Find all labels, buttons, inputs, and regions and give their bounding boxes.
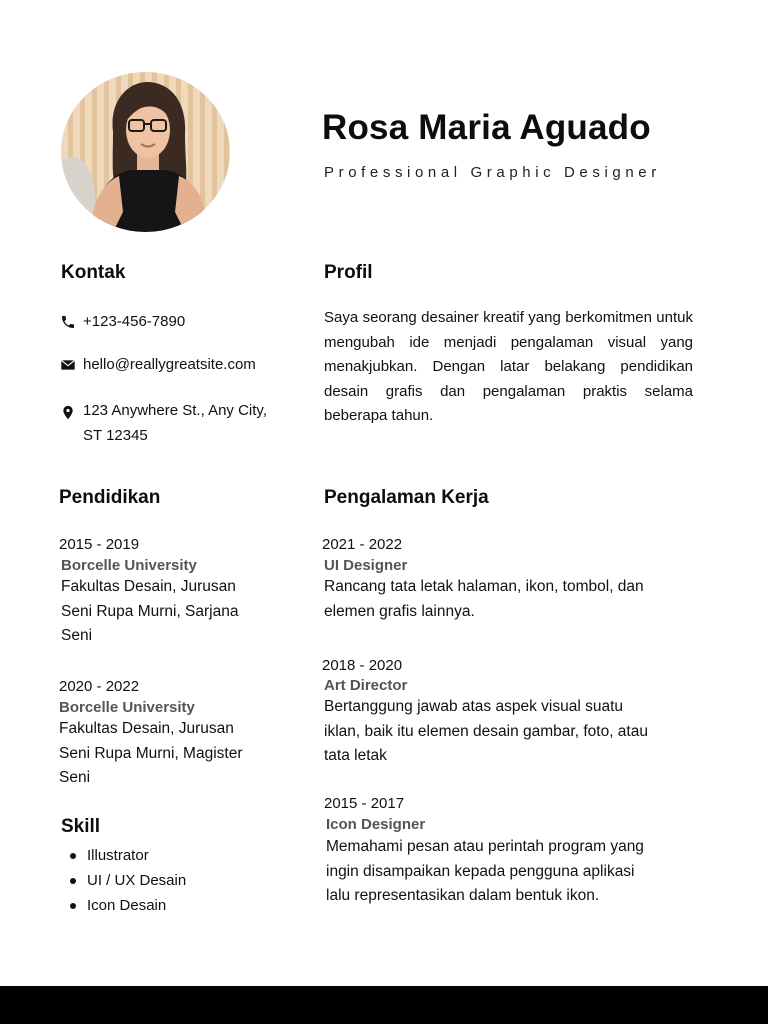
contact-heading: Kontak xyxy=(61,262,126,283)
experience-heading: Pengalaman Kerja xyxy=(324,487,489,508)
experience-line: tata letak xyxy=(324,747,387,764)
experience-item xyxy=(324,795,644,909)
contact-email-row xyxy=(60,355,256,377)
education-line: Fakultas Desain, Jurusan xyxy=(59,720,234,737)
education-item xyxy=(59,678,243,791)
address-line-2: ST 12345 xyxy=(83,427,148,444)
experience-line: lalu representasikan dalam bentuk ikon. xyxy=(326,887,600,904)
contact-phone-row xyxy=(60,312,185,334)
contact-address-row xyxy=(60,401,300,448)
experience-role: Icon Designer xyxy=(326,816,426,833)
profile-photo xyxy=(61,72,230,232)
address xyxy=(83,398,267,448)
skill-item: UI / UX Desain xyxy=(60,868,186,893)
job-title: Professional Graphic Designer xyxy=(324,164,661,181)
experience-item xyxy=(322,657,648,769)
skills-list xyxy=(60,843,186,918)
email-address: hello@reallygreatsite.com xyxy=(83,356,256,373)
phone-icon xyxy=(60,314,76,330)
education-line: Fakultas Desain, Jurusan xyxy=(61,578,236,595)
experience-description xyxy=(326,835,644,909)
profile-heading: Profil xyxy=(324,262,373,283)
education-institution: Borcelle University xyxy=(59,699,195,716)
skills-heading: Skill xyxy=(61,816,101,837)
mail-icon xyxy=(60,357,76,373)
experience-item xyxy=(322,536,644,624)
location-pin-icon xyxy=(60,403,76,422)
portrait-illustration xyxy=(61,72,230,232)
education-line: Seni xyxy=(61,627,93,644)
address-line-1: 123 Anywhere St., Any City, xyxy=(83,402,267,419)
education-item xyxy=(59,536,239,649)
person-name: Rosa Maria Aguado xyxy=(322,108,651,147)
experience-years: 2018 - 2020 xyxy=(322,657,403,674)
experience-line: Rancang tata letak halaman, ikon, tombol, dan xyxy=(324,578,644,595)
experience-line: elemen grafis lainnya. xyxy=(324,602,475,620)
education-line: Seni Rupa Murni, Magister xyxy=(59,744,243,762)
footer-bar xyxy=(0,986,768,1024)
education-line: Seni Rupa Murni, Sarjana xyxy=(61,602,239,620)
experience-years: 2021 - 2022 xyxy=(322,536,403,553)
phone-number: +123-456-7890 xyxy=(83,313,186,330)
education-years: 2020 - 2022 xyxy=(59,678,140,695)
experience-description xyxy=(324,575,644,624)
experience-role: Art Director xyxy=(324,677,408,694)
skill-item: Icon Desain xyxy=(60,893,186,918)
experience-line: Memahami pesan atau perintah program yang xyxy=(326,838,644,855)
skill-item: Illustrator xyxy=(60,843,186,868)
education-institution: Borcelle University xyxy=(61,557,197,574)
experience-role: UI Designer xyxy=(324,557,408,574)
profile-text: Saya seorang desainer kreatif yang berkomitmen untuk mengubah ide menjadi pengalaman visual yang menakjubkan. Dengan latar belakang pendidikan desain grafis dan pengalaman praktis selama beberapa tahun. xyxy=(324,309,693,424)
education-years: 2015 - 2019 xyxy=(59,536,140,553)
education-heading: Pendidikan xyxy=(59,487,161,508)
experience-line: Bertanggung jawab atas aspek visual suatu xyxy=(324,698,624,715)
experience-description xyxy=(324,695,648,769)
education-line: Seni xyxy=(59,769,91,786)
experience-line: iklan, baik itu elemen desain gambar, foto, atau xyxy=(324,722,648,740)
education-description xyxy=(61,575,239,649)
experience-line: ingin disampaikan kepada pengguna aplikasi xyxy=(326,862,635,880)
education-description xyxy=(59,717,243,791)
experience-years: 2015 - 2017 xyxy=(324,795,405,812)
